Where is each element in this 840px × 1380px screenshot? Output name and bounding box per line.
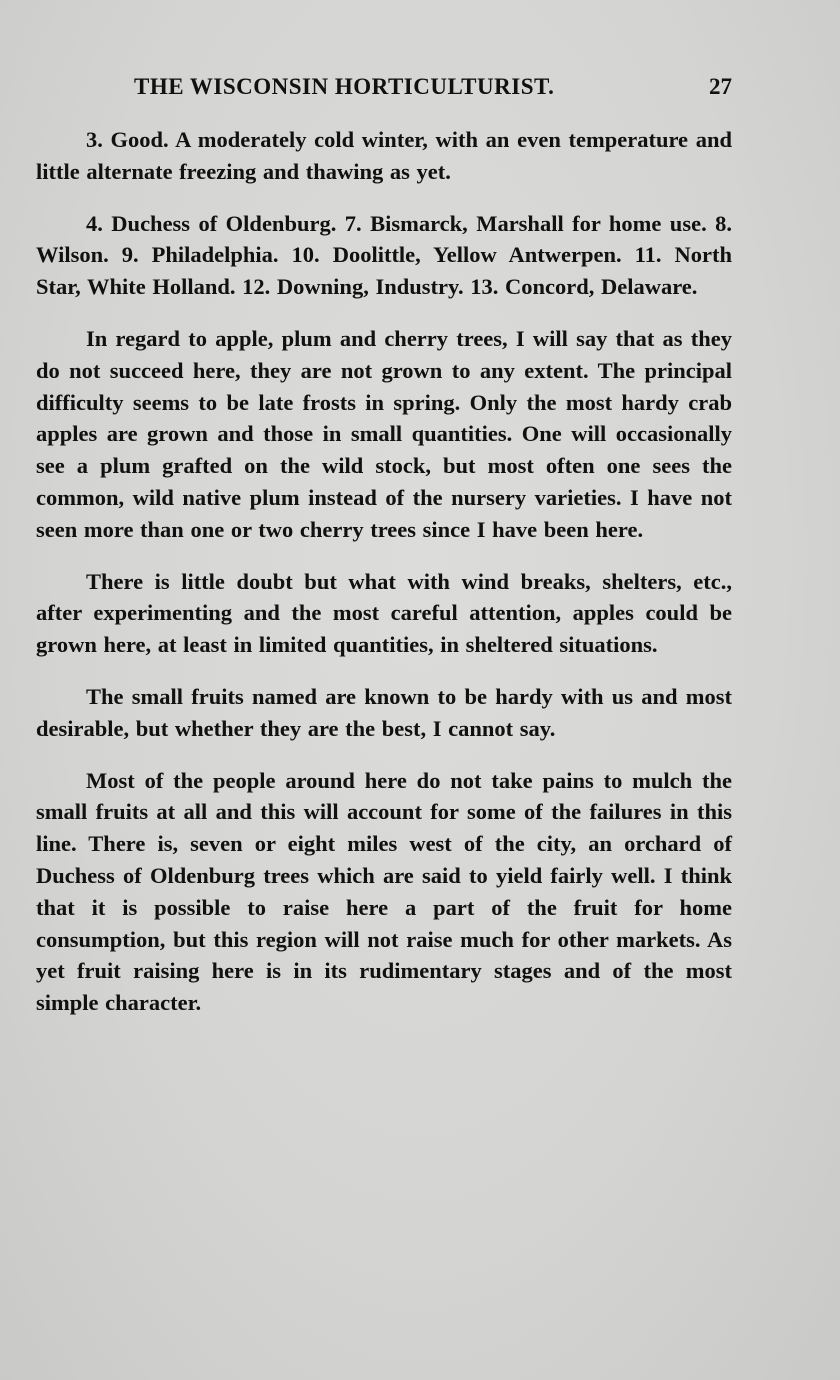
paragraph-mulching: Most of the people around here do not take pains to mulch the small fruits at all and this will account for some of the failures in this line. There is, seven or eight miles west of the city, an orchard of Duchess of Oldenburg trees which are said to yield fairly well. I think that it is possible to raise here a part of the fruit for home consumption, but this region will not raise much for other markets. As yet fruit raising here is in its rudimentary stages and of the most simple character. xyxy=(36,767,732,1016)
paragraph-apple-prospects: There is little doubt but what with wind breaks, shelters, etc., after experimenting and the most careful attention, apples could be grown here, at least in limited quantities, in sheltered situations. xyxy=(36,568,732,658)
running-head xyxy=(36,72,732,108)
running-title: THE WISCONSIN HORTICULTURIST. xyxy=(134,74,555,99)
page-number: 27 xyxy=(709,74,732,99)
document-page xyxy=(36,72,732,1039)
paragraph-small-fruits: The small fruits named are known to be hardy with us and most desirable, but whether they are the best, I cannot say. xyxy=(36,683,732,741)
paragraph-variety-list: 4. Duchess of Oldenburg. 7. Bismarck, Marshall for home use. 8. Wilson. 9. Philadelphia. 10. Doolittle, Yellow Antwerpen. 11. North Star, White Holland. 12. Downing, Industry. 13. Concord, Delaware. xyxy=(36,210,732,300)
paragraph-winter-report: 3. Good. A moderately cold winter, with an even temperature and little alternate freezing and thawing as yet. xyxy=(36,127,732,184)
paragraph-tree-fruits: In regard to apple, plum and cherry trees, I will say that as they do not succeed here, they are not grown to any extent. The principal difficulty seems to be late frosts in spring. Only the most hardy crab apples are grown and those in small quantities. One will occasionally see a plum grafted on the wild stock, but most often one sees the common, wild native plum instead of the nursery varieties. I have not seen more than one or two cherry trees since I have been here. xyxy=(36,325,732,542)
